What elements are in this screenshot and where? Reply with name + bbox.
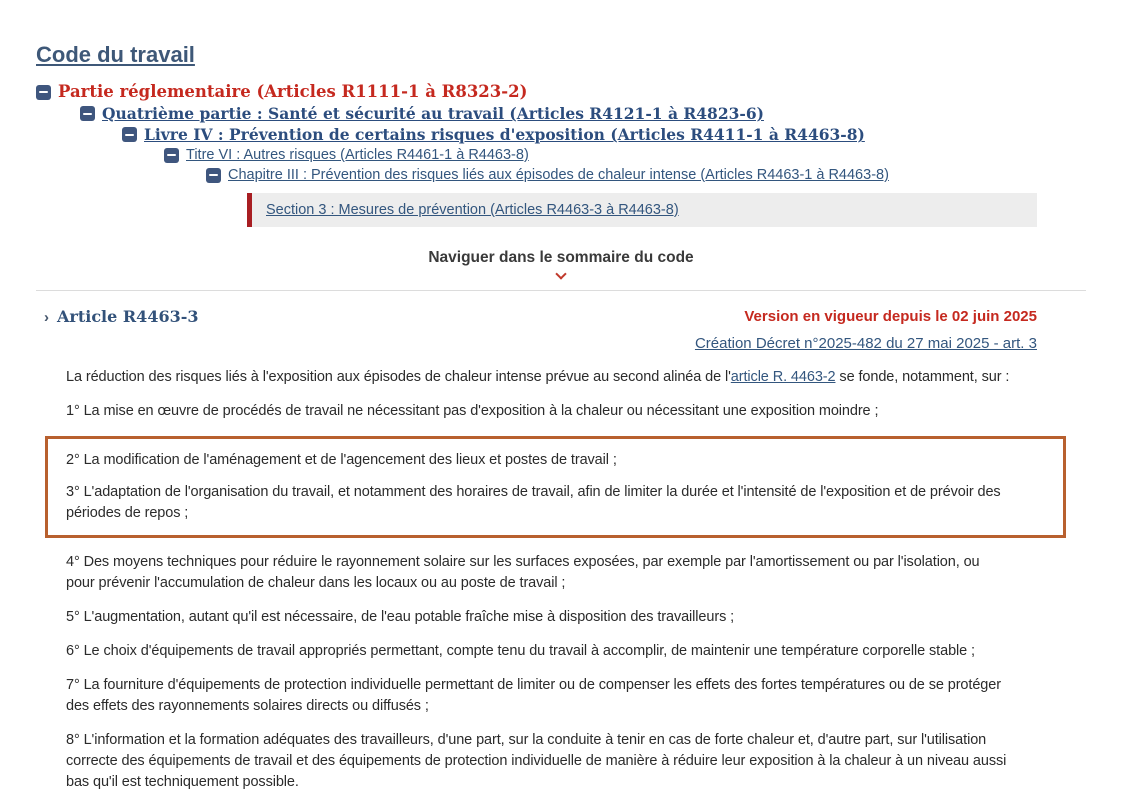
tree-item-quatrieme-partie[interactable]: Quatrième partie : Santé et sécurité au travail (Articles R4121-1 à R4823-6): [102, 104, 764, 123]
tree-item-titre-vi[interactable]: Titre VI : Autres risques (Articles R4461-1 à R4463-8): [186, 147, 529, 163]
article-intro-paragraph: [66, 367, 1010, 388]
summary-nav-label[interactable]: Naviguer dans le sommaire du code: [428, 249, 694, 266]
chevron-right-icon[interactable]: ›: [44, 309, 49, 326]
article-title[interactable]: [44, 307, 198, 326]
article-item-1: 1° La mise en œuvre de procédés de travail ne nécessitant pas d'exposition à la chaleur ou nécessitant une exposition moindre ;: [66, 403, 879, 419]
tree-row-quatrieme-partie: [36, 105, 1086, 122]
article-item-6: 6° Le choix d'équipements de travail appropriés permettant, compte tenu du travail à accomplir, de maintenir une température corporelle stable ;: [66, 643, 975, 659]
minus-bar: [83, 113, 92, 115]
article-title-label: Article R4463-3: [57, 307, 199, 326]
article-item-8: 8° L'information et la formation adéquates des travailleurs, d'une part, sur la conduite à tenir en cas de forte chaleur et, d'autre part, sur l'utilisation correcte des équipements de travail et des équipements de protection individuelle de manière à réduire leur exposition à la chaleur à un niveau aussi bas qu'il est techniquement possible.: [66, 732, 1007, 790]
article-meta: [695, 307, 1046, 354]
article-item-3: 3° L'adaptation de l'organisation du travail, et notamment des horaires de travail, afin de limiter la durée et l'intensité de l'exposition et de prévoir des périodes de repos ;: [66, 484, 1001, 521]
intro-text-after: se fonde, notamment, sur :: [835, 369, 1010, 385]
collapse-minus-icon[interactable]: [164, 148, 179, 163]
minus-bar: [125, 134, 134, 136]
tree-row-titre-vi: [36, 147, 1086, 163]
collapse-minus-icon[interactable]: [122, 127, 137, 142]
current-section-highlight: [247, 193, 1037, 227]
collapse-minus-icon[interactable]: [206, 168, 221, 183]
article-item-4: 4° Des moyens techniques pour réduire le rayonnement solaire sur les surfaces exposées, par exemple par l'amortissement ou par l'isolation, ou pour prévenir l'accumulation de chaleur dans les locaux ou au poste de travail ;: [66, 554, 980, 591]
chevron-down-icon[interactable]: [555, 268, 566, 279]
article-r4463-2-link[interactable]: article R. 4463-2: [730, 369, 836, 385]
tree-row-chapitre-iii: [36, 167, 1086, 183]
tree-item-chapitre-iii[interactable]: Chapitre III : Prévention des risques liés aux épisodes de chaleur intense (Articles R4463-1 à R4463-8): [228, 167, 889, 183]
code-toc-tree: [36, 83, 1086, 227]
code-title-link[interactable]: Code du travail: [36, 42, 195, 67]
intro-text-before: La réduction des risques liés à l'exposition aux épisodes de chaleur intense prévue au second alinéa de l': [66, 369, 731, 385]
article-item-2: 2° La modification de l'aménagement et de l'agencement des lieux et postes de travail ;: [66, 452, 617, 468]
article-item-5: 5° L'augmentation, autant qu'il est nécessaire, de l'eau potable fraîche mise à disposition des travailleurs ;: [66, 609, 735, 625]
collapse-minus-icon[interactable]: [80, 106, 95, 121]
article-header: [44, 307, 1046, 354]
version-notice: Version en vigueur depuis le 02 juin 2025: [744, 308, 1037, 325]
collapse-minus-icon[interactable]: [36, 85, 51, 100]
tree-row-partie-reglementaire: [36, 83, 1086, 101]
article-r4463-3: [36, 291, 1086, 793]
creation-decree-link[interactable]: Création Décret n°2025-482 du 27 mai 2025 - art. 3: [694, 335, 1037, 352]
summary-nav-toggle: [36, 249, 1086, 278]
minus-bar: [209, 174, 218, 176]
article-item-7: 7° La fourniture d'équipements de protection individuelle permettant de limiter ou de compenser les effets des fortes températures ou de se protéger des effets des rayonnements solaires directs ou diffusés ;: [66, 677, 1001, 714]
highlighted-items-box: [45, 436, 1066, 538]
tree-item-partie-reglementaire: Partie réglementaire (Articles R1111-1 à R8323-2): [58, 82, 528, 101]
minus-bar: [167, 154, 176, 156]
article-body: [44, 367, 1046, 793]
minus-bar: [39, 91, 48, 93]
tree-item-livre-iv[interactable]: Livre IV : Prévention de certains risques d'exposition (Articles R4411-1 à R4463-8): [144, 125, 865, 144]
tree-row-livre-iv: [36, 126, 1086, 143]
tree-item-section-3[interactable]: Section 3 : Mesures de prévention (Articles R4463-3 à R4463-8): [266, 202, 679, 218]
